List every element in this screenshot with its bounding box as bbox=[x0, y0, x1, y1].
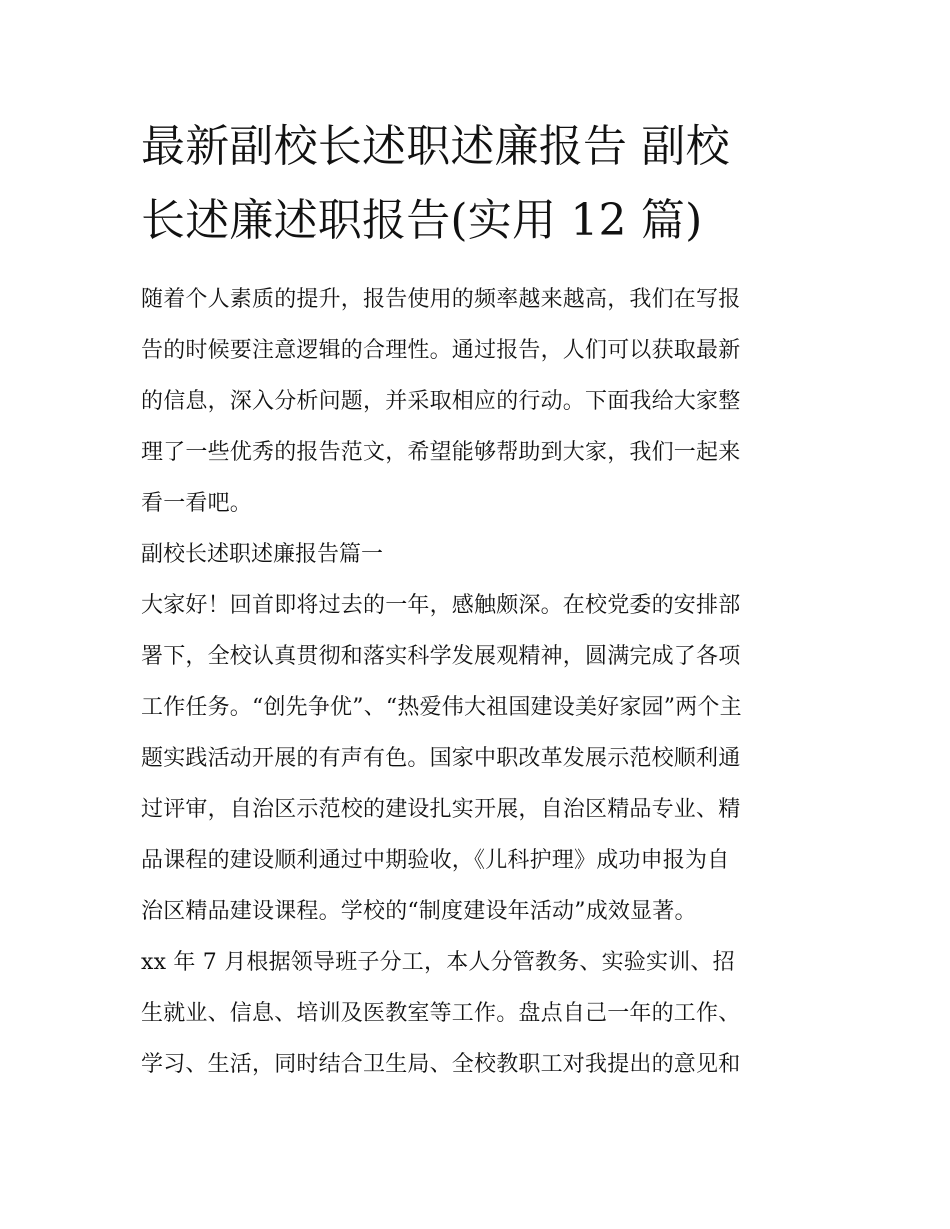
paragraph-line: 大家好！回首即将过去的一年，感触颇深。在校党委的安排部 bbox=[141, 593, 741, 618]
document-page bbox=[141, 110, 821, 1090]
intro-paragraph bbox=[141, 274, 821, 1090]
paragraph-line: 学习、生活，同时结合卫生局、全校教职工对我提出的意见和 bbox=[141, 1052, 741, 1077]
paragraph-line: 署下，全校认真贯彻和落实科学发展观精神，圆满完成了各项 bbox=[141, 644, 741, 669]
paragraph-line: xx 年 7 月根据领导班子分工，本人分管教务、实验实训、招 bbox=[141, 950, 735, 975]
title-line-2: 长述廉述职报告(实用 12 篇) bbox=[141, 195, 703, 246]
document-title bbox=[141, 110, 821, 258]
paragraph-line: 过评审，自治区示范校的建设扎实开展，自治区精品专业、精 bbox=[141, 797, 741, 822]
section-heading: 副校长述职述廉报告篇一 bbox=[141, 542, 384, 567]
intro-line: 随着个人素质的提升，报告使用的频率越来越高，我们在写报 bbox=[141, 287, 741, 312]
intro-line: 看一看吧。 bbox=[141, 491, 253, 516]
paragraph-line: 工作任务。“创先争优”、“热爱伟大祖国建设美好家园”两个主 bbox=[141, 695, 742, 720]
intro-line: 的信息，深入分析问题，并采取相应的行动。下面我给大家整 bbox=[141, 389, 741, 414]
paragraph-line: 治区精品建设课程。学校的“制度建设年活动”成效显著。 bbox=[141, 899, 697, 924]
paragraph-line: 生就业、信息、培训及医教室等工作。盘点自己一年的工作、 bbox=[141, 1001, 741, 1026]
paragraph-line: 品课程的建设顺利通过中期验收，《儿科护理》成功申报为自 bbox=[141, 848, 730, 873]
paragraph-line: 题实践活动开展的有声有色。国家中职改革发展示范校顺利通 bbox=[141, 746, 741, 771]
intro-line: 理了一些优秀的报告范文，希望能够帮助到大家，我们一起来 bbox=[141, 440, 741, 465]
title-line-1: 最新副校长述职述廉报告 副校 bbox=[141, 121, 730, 172]
intro-line: 告的时候要注意逻辑的合理性。通过报告，人们可以获取最新 bbox=[141, 338, 741, 363]
